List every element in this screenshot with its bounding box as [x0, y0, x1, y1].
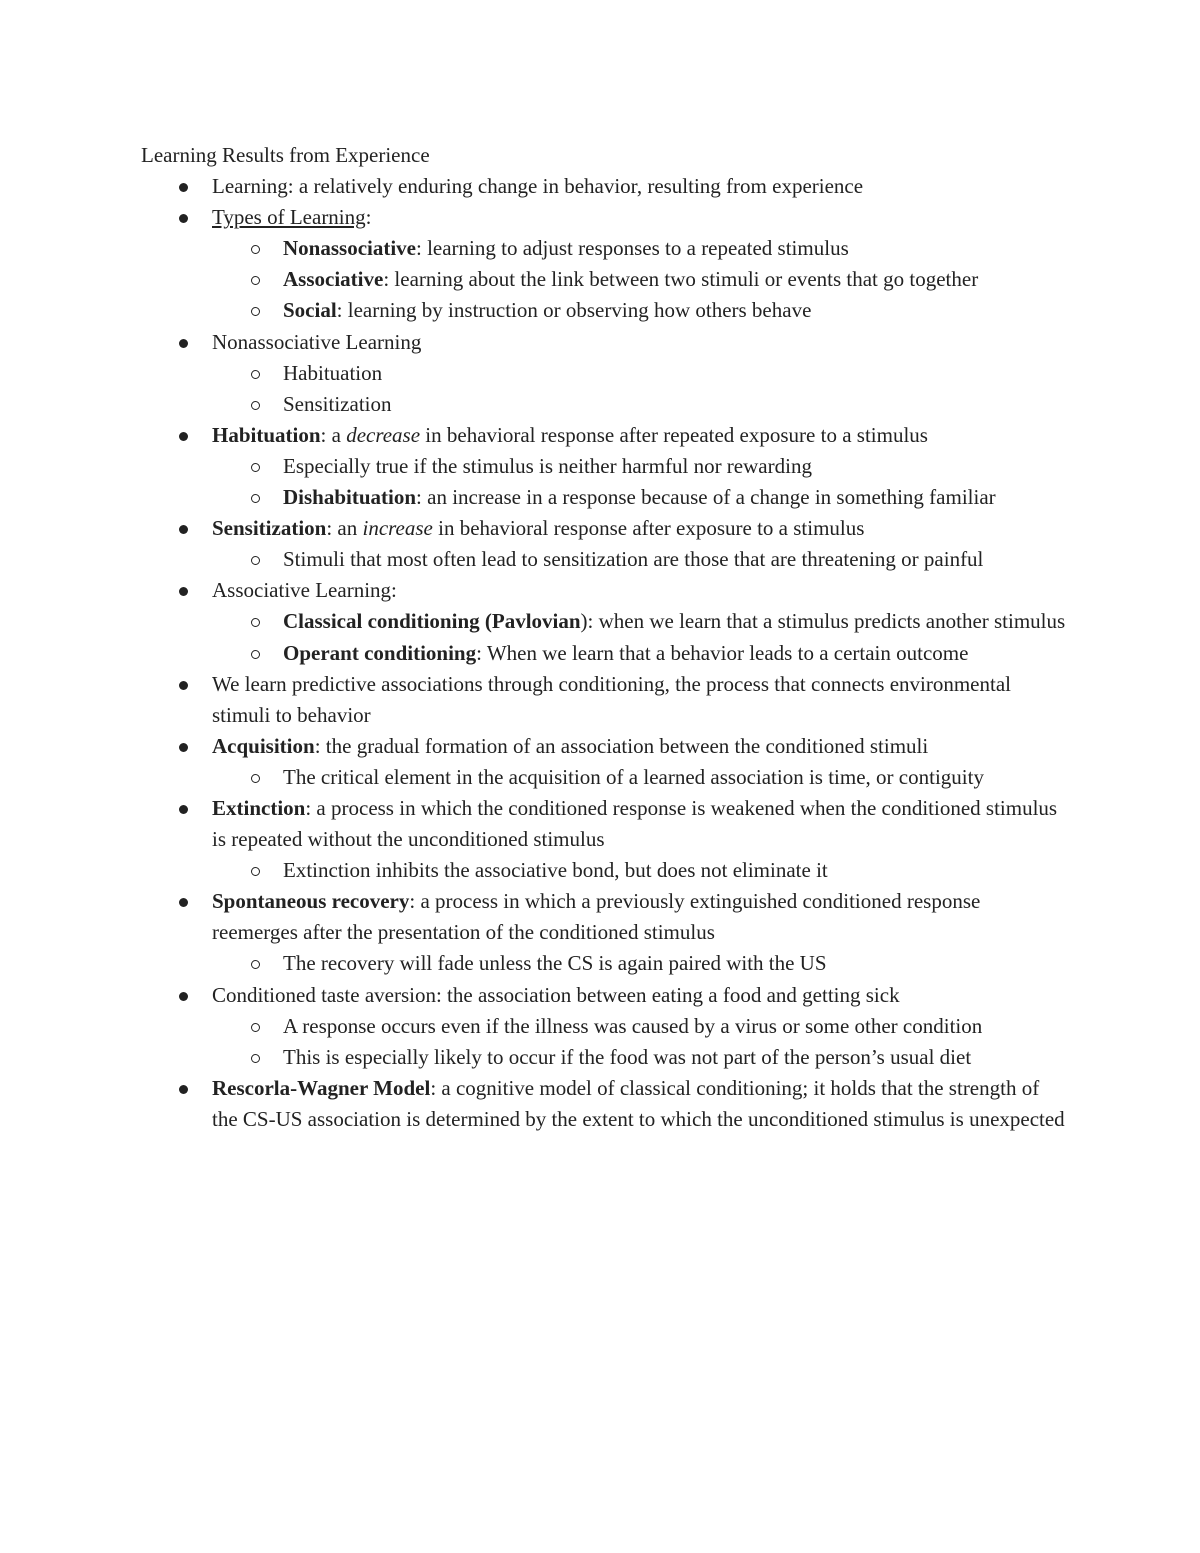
list-item: [141, 606, 1066, 637]
list-item: [141, 264, 1066, 295]
list-item: [141, 575, 1066, 606]
list-item: [141, 544, 1066, 575]
list-item-text: Stimuli that most often lead to sensitization are those that are threatening or painful: [283, 547, 984, 572]
list-item: [141, 886, 1066, 948]
list-item-text: Associative Learning:: [212, 578, 397, 603]
list-item-text: Nonassociative Learning: [212, 329, 422, 354]
list-item: [141, 638, 1066, 669]
list-item: [141, 731, 1066, 762]
list-item-text: Social: learning by instruction or observing how others behave: [283, 298, 812, 323]
list-item: [141, 202, 1066, 233]
list-item-text: Rescorla-Wagner Model: a cognitive model of classical conditioning; it holds that the strength of the CS-US association is determined by the extent to which the unconditioned stimulus is unexpected: [212, 1075, 1065, 1131]
list-item: [141, 1073, 1066, 1135]
list-item: [141, 451, 1066, 482]
list-item-text: Sensitization: [283, 391, 392, 416]
list-item-text: Habituation: [283, 360, 383, 385]
list-item-text: Habituation: a decrease in behavioral response after repeated exposure to a stimulus: [212, 422, 928, 447]
list-item: [141, 948, 1066, 979]
list-item: [141, 482, 1066, 513]
list-item: [141, 513, 1066, 544]
bullet-list: [141, 171, 1066, 1135]
list-item-text: Operant conditioning: When we learn that a behavior leads to a certain outcome: [283, 640, 969, 665]
document-title: Learning Results from Experience: [141, 143, 430, 167]
list-item-text: The recovery will fade unless the CS is again paired with the US: [283, 951, 827, 976]
list-item: [141, 762, 1066, 793]
list-item-text: Associative: learning about the link between two stimuli or events that go together: [283, 267, 979, 292]
list-item-text: Conditioned taste aversion: the association between eating a food and getting sick: [212, 982, 900, 1007]
list-item-text: A response occurs even if the illness was caused by a virus or some other condition: [283, 1013, 983, 1038]
list-item-text: This is especially likely to occur if the food was not part of the person’s usual diet: [283, 1044, 972, 1069]
list-item-text: Acquisition: the gradual formation of an association between the conditioned stimuli: [212, 733, 929, 758]
list-item-text: Especially true if the stimulus is neither harmful nor rewarding: [283, 453, 812, 478]
list-item-text: Dishabituation: an increase in a response because of a change in something familiar: [283, 485, 996, 510]
list-item-text: Extinction inhibits the associative bond, but does not eliminate it: [283, 858, 828, 883]
list-item: [141, 980, 1066, 1011]
document-body: [141, 140, 1066, 1135]
list-item-text: Types of Learning:: [212, 205, 372, 230]
list-item: [141, 171, 1066, 202]
list-item: [141, 1011, 1066, 1042]
list-item: [141, 855, 1066, 886]
list-item: [141, 233, 1066, 264]
list-item: [141, 327, 1066, 358]
list-item-text: We learn predictive associations through conditioning, the process that connects environmental stimuli to behavior: [212, 671, 1011, 727]
list-item-text: Spontaneous recovery: a process in which a previously extinguished conditioned response reemerges after the presentation of the conditioned stimulus: [212, 889, 981, 945]
list-item: [141, 358, 1066, 389]
list-item: [141, 669, 1066, 731]
list-item: [141, 295, 1066, 326]
list-item: [141, 1042, 1066, 1073]
list-item-text: Classical conditioning (Pavlovian): when we learn that a stimulus predicts another stimulus: [283, 609, 1066, 634]
list-item-text: Extinction: a process in which the conditioned response is weakened when the conditioned stimulus is repeated without the unconditioned stimulus: [212, 795, 1058, 852]
list-item-text: The critical element in the acquisition of a learned association is time, or contiguity: [283, 764, 984, 789]
list-item: [141, 793, 1066, 855]
list-item-text: Nonassociative: learning to adjust responses to a repeated stimulus: [283, 236, 849, 261]
list-item: [141, 420, 1066, 451]
list-item-text: Sensitization: an increase in behavioral response after exposure to a stimulus: [212, 516, 865, 541]
list-item: [141, 389, 1066, 420]
list-item-text: Learning: a relatively enduring change in behavior, resulting from experience: [212, 174, 864, 199]
